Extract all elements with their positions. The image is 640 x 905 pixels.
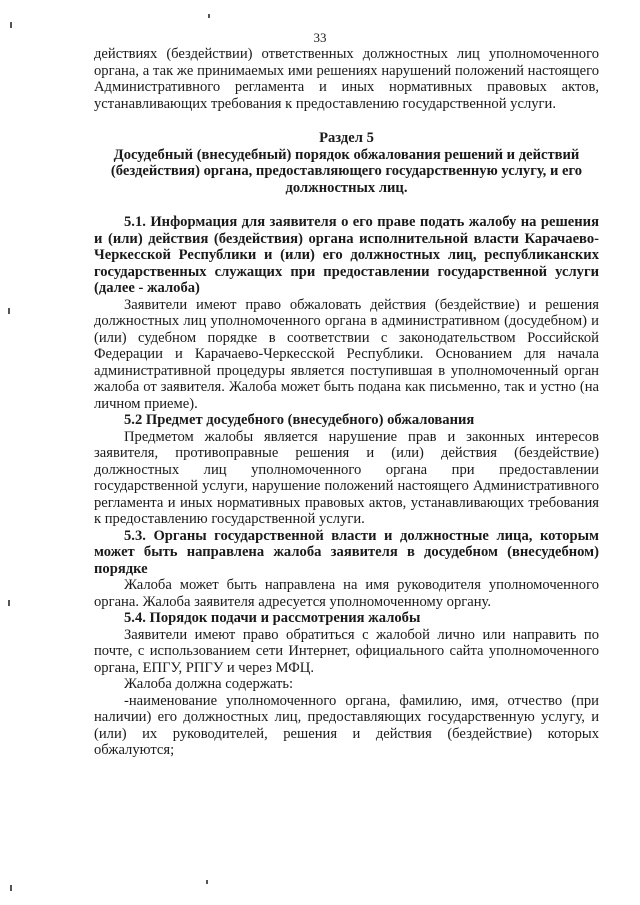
subsection-5-3-heading: 5.3. Органы государственной власти и должностные лица, которым может быть направлена жалоба заявителя в досудебном (внесудебном) порядке xyxy=(94,527,599,577)
scan-mark xyxy=(208,14,210,18)
document-body xyxy=(94,46,599,759)
subsection-5-2-body: Предметом жалобы является нарушение прав и законных интересов заявителя, противоправные решения и (или) действия (бездействие) должностных лиц уполномоченного органа при предоставлении государственной услуги, нарушение положений настоящего Административного регламента и иных нормативных правовых актов, устанавливающих требования к предоставлению государственной услуги. xyxy=(94,428,599,527)
scan-mark xyxy=(206,880,208,884)
scan-mark xyxy=(8,308,10,314)
page-number: 33 xyxy=(313,30,327,45)
subsection-5-4-list-item: -наименование уполномоченного органа, фамилию, имя, отчество (при наличии) его должностных лиц, предоставляющих государственную услугу, и (или) их руководителей, решения и действия (бездействие) которых обжалуются; xyxy=(94,692,599,758)
section-label: Раздел 5 xyxy=(319,130,374,146)
subsection-5-2-heading: 5.2 Предмет досудебного (внесудебного) обжалования xyxy=(124,412,475,428)
subsection-5-1-heading: 5.1. Информация для заявителя о его праве подать жалобу на решения и (или) действия (бездействия) органа исполнительной власти Карачаево-Черкесской Республики и (или) его должностных лиц, республиканских государственных служащих при предоставлении государственной услуги (далее - жалоба) xyxy=(94,214,599,296)
subsection-5-4-body-1: Заявители имеют право обратиться с жалобой лично или направить по почте, с использованием сети Интернет, официального сайта уполномоченного органа, ЕПГУ, РПГУ и через МФЦ. xyxy=(94,626,599,676)
intro-paragraph: действиях (бездействии) ответственных должностных лиц уполномоченного органа, а так же принимаемых ими решениях нарушений положений настоящего Административного регламента и иных нормативных правовых актов, устанавливающих требования к предоставлению государственной услуги. xyxy=(94,46,599,112)
subsection-5-4-heading: 5.4. Порядок подачи и рассмотрения жалобы xyxy=(124,610,421,626)
subsection-5-1-body: Заявители имеют право обжаловать действия (бездействие) и решения должностных лиц уполномоченного органа в административном (досудебном) и (или) судебном порядке в соответствии с законодательством Российской Федерации и Карачаево-Черкесской Республики. Основанием для начала административной процедуры является поступившая в уполномоченный орган жалоба от заявителя. Жалоба может быть подана как письменно, так и устно (на личном приеме). xyxy=(94,296,599,412)
subsection-5-3-body: Жалоба может быть направлена на имя руководителя уполномоченного органа. Жалоба заявителя адресуется уполномоченному органу. xyxy=(94,577,599,610)
scan-mark xyxy=(8,600,10,606)
scan-mark xyxy=(10,885,12,891)
section-title: Досудебный (внесудебный) порядок обжалования решений и действий (бездействия) органа, предоставляющего государственную услугу, и его должностных лиц. xyxy=(110,146,583,196)
scan-mark xyxy=(10,22,12,28)
subsection-5-4-body-2: Жалоба должна содержать: xyxy=(124,676,294,692)
